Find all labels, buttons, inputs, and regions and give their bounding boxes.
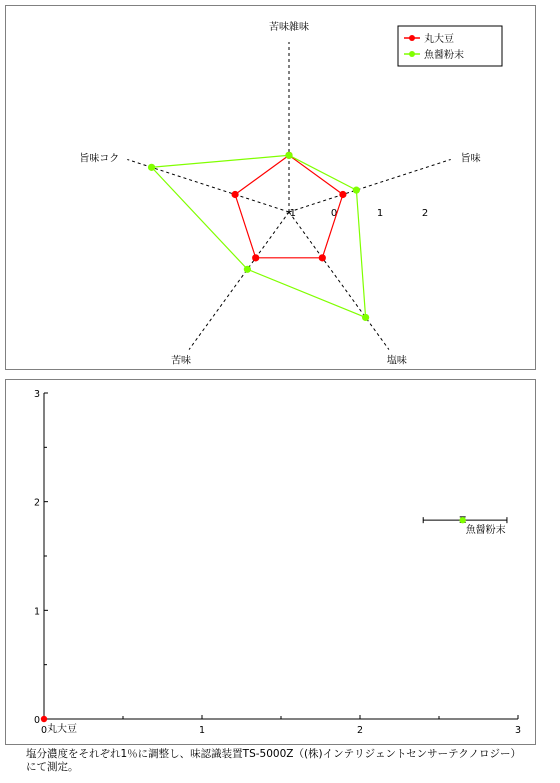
scatter-point-1 [460,517,466,523]
radar-axis-2 [289,212,389,350]
scatter-chart-panel [5,379,536,745]
radar-axis-label: 旨味コク [79,153,120,165]
radar-series-line-1 [152,155,366,317]
y-tick-label: 1 [33,606,40,618]
x-tick-label: 3 [514,725,522,736]
caption-line-1: 塩分濃度をそれぞれ1％に調整し、味認識装置TS-5000Z（(株)インテリジェントセンサーテクノロジー） [26,748,521,760]
radar-point-0-1 [339,191,346,198]
scatter-chart [6,380,535,744]
legend-label: 魚醤粉末 [424,50,464,61]
radar-point-1-2 [362,314,369,321]
x-tick-label: 1 [198,725,206,736]
radar-axis-label: 苦味 [171,355,192,367]
radar-chart-panel [5,5,536,370]
radar-point-1-3 [244,266,251,273]
scatter-point-label: 丸大豆 [47,724,77,735]
scatter-point-0 [41,716,47,722]
scatter-point-label: 魚醤粉末 [465,525,506,537]
y-tick-label: 0 [33,715,40,726]
legend-marker-0 [409,35,415,41]
y-tick-label: 2 [33,497,40,509]
radar-ring-label: 2 [421,208,429,219]
radar-axis-label: 苦味雑味 [269,22,309,33]
radar-ring-label: 0 [330,208,338,219]
radar-point-1-1 [353,187,360,194]
radar-point-0-3 [252,254,259,261]
radar-axis-label: 塩味 [386,355,407,367]
caption [26,748,556,774]
radar-point-0-2 [319,254,326,261]
radar-chart [6,6,535,369]
radar-axis-label: 旨味 [460,153,481,165]
radar-ring-label: 1 [376,208,384,219]
caption-line-2: にて測定。 [26,761,79,773]
x-tick-label: 2 [356,725,364,736]
radar-ring-label: -1 [286,208,296,219]
legend-label: 丸大豆 [424,34,454,45]
x-tick-label: 0 [40,725,48,736]
radar-point-0-4 [232,191,239,198]
y-tick-label: 3 [33,389,40,400]
radar-point-1-0 [285,152,292,159]
radar-point-1-4 [148,164,155,171]
radar-series-line-0 [235,155,343,257]
legend-marker-1 [409,51,415,57]
